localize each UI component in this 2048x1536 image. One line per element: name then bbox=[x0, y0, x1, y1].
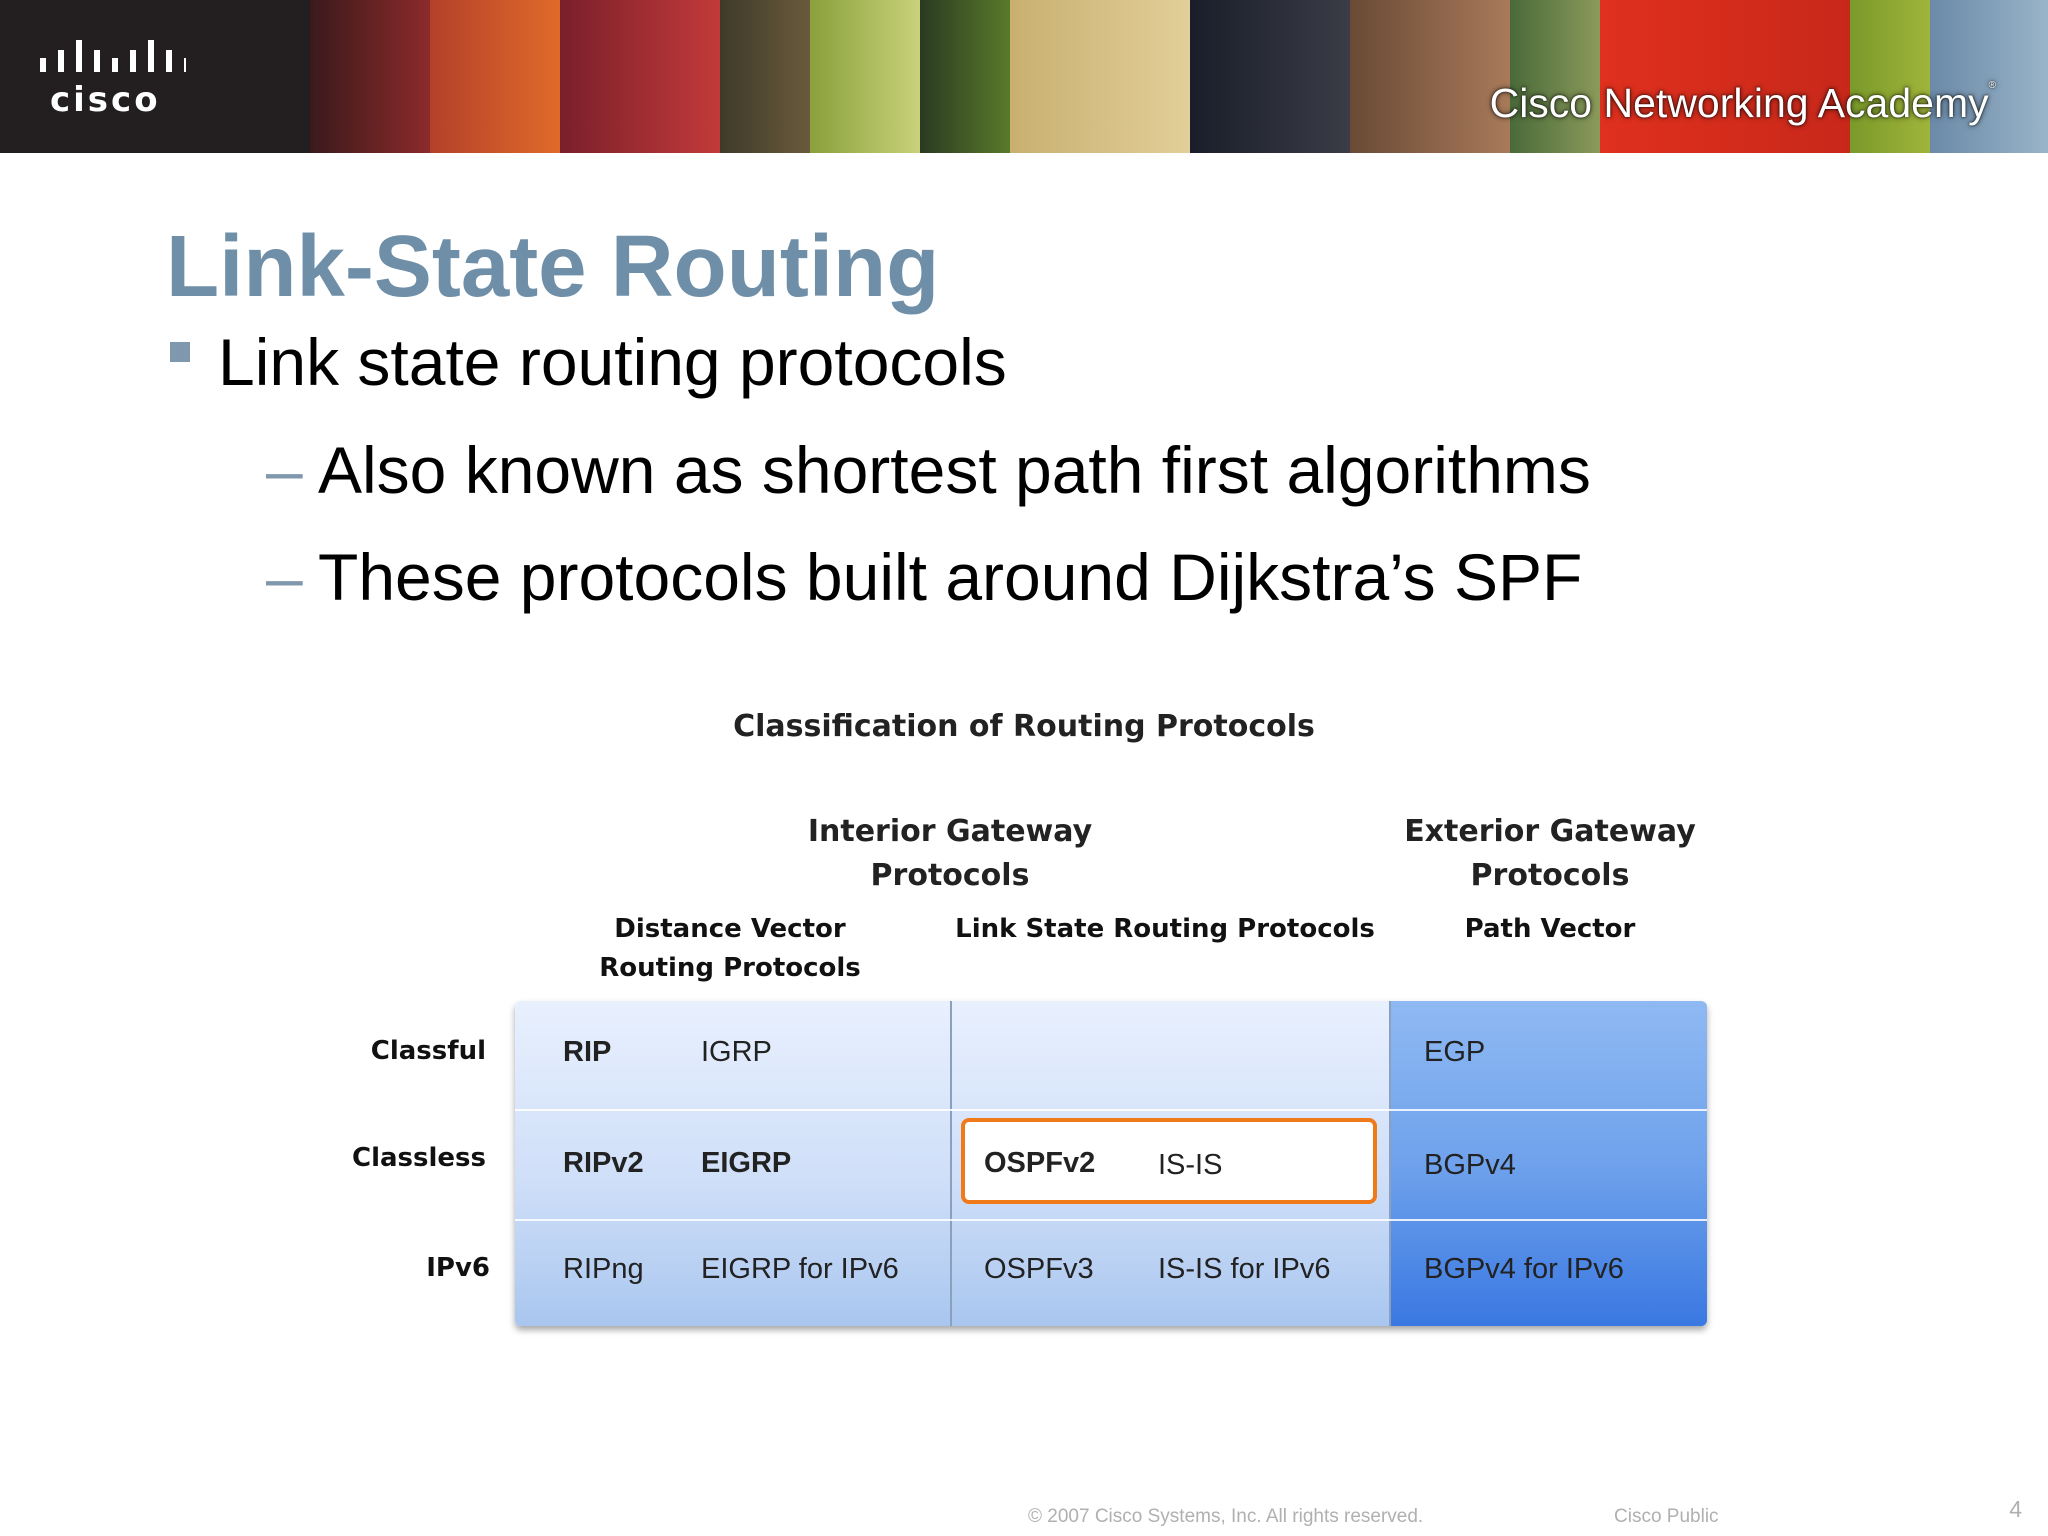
bullet-link-state-protocols: Link state routing protocols bbox=[218, 325, 1007, 399]
academy-text: Cisco Networking Academy bbox=[1489, 80, 1989, 126]
row-divider bbox=[515, 1219, 1707, 1221]
cisco-logo bbox=[0, 0, 310, 153]
sub-bullet-spf: Also known as shortest path first algorithms bbox=[318, 433, 1591, 507]
cell-ospfv2: OSPFv2 bbox=[984, 1147, 1096, 1179]
row-label-ipv6: IPv6 bbox=[426, 1253, 490, 1283]
cell-bgpv4-ipv6: BGPv4 for IPv6 bbox=[1424, 1253, 1624, 1285]
page-number: 4 bbox=[2009, 1496, 2022, 1522]
cisco-bars-icon bbox=[36, 38, 186, 78]
cell-rip: RIP bbox=[563, 1036, 612, 1068]
cisco-wordmark: cisco bbox=[50, 80, 161, 120]
square-bullet-icon bbox=[170, 342, 190, 362]
distance-vector-header: Distance Vector Routing Protocols bbox=[599, 914, 861, 983]
cell-ripng: RIPng bbox=[563, 1253, 644, 1285]
row-label-classful: Classful bbox=[370, 1036, 486, 1066]
cell-igrp: IGRP bbox=[701, 1036, 772, 1068]
slide-title: Link-State Routing bbox=[166, 218, 940, 315]
interior-gateway-header: Interior Gateway Protocols bbox=[807, 814, 1093, 893]
diagram-title: Classification of Routing Protocols bbox=[733, 709, 1315, 744]
sub-bullet-dijkstra: These protocols built around Dijkstra’s SPF bbox=[318, 540, 1583, 614]
networking-academy-logo bbox=[1490, 80, 1996, 127]
dash-bullet-icon: – bbox=[266, 540, 303, 614]
dash-bullet-icon: – bbox=[266, 433, 303, 507]
cell-ospfv3: OSPFv3 bbox=[984, 1253, 1094, 1285]
footer-copyright: © 2007 Cisco Systems, Inc. All rights reserved. bbox=[1028, 1506, 1424, 1527]
row-divider bbox=[515, 1109, 1707, 1111]
cell-is-is-ipv6: IS-IS for IPv6 bbox=[1158, 1253, 1331, 1285]
path-vector-header: Path Vector bbox=[1464, 914, 1636, 944]
cell-eigrp: EIGRP bbox=[701, 1147, 792, 1179]
registered-mark: ® bbox=[1988, 80, 1996, 91]
cell-ripv2: RIPv2 bbox=[563, 1147, 644, 1179]
banner-photo-collage bbox=[310, 0, 2048, 153]
cell-is-is: IS-IS bbox=[1158, 1149, 1223, 1181]
row-label-classless: Classless bbox=[352, 1143, 486, 1173]
header-banner bbox=[0, 0, 2048, 153]
cell-egp: EGP bbox=[1424, 1036, 1486, 1068]
footer-classification: Cisco Public bbox=[1614, 1506, 1719, 1527]
link-state-header: Link State Routing Protocols bbox=[955, 914, 1375, 944]
column-divider bbox=[1389, 1001, 1391, 1326]
exterior-gateway-header: Exterior Gateway Protocols bbox=[1404, 814, 1696, 893]
cell-eigrp-ipv6: EIGRP for IPv6 bbox=[701, 1253, 899, 1285]
column-divider bbox=[950, 1001, 952, 1326]
cell-bgpv4: BGPv4 bbox=[1424, 1149, 1516, 1181]
